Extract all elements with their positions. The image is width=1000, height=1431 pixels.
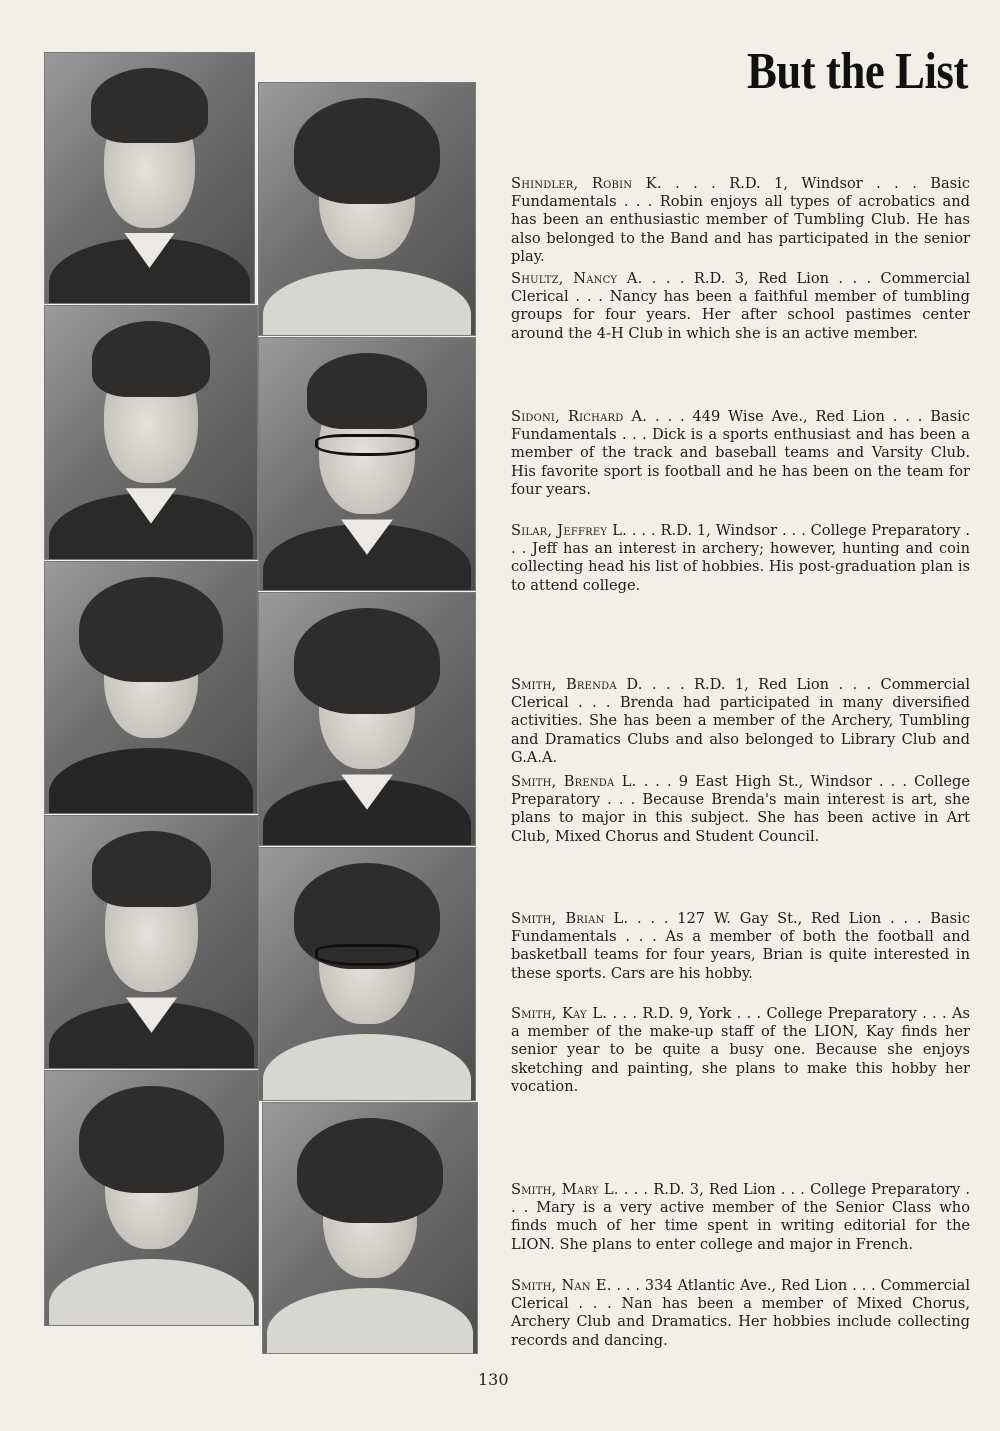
senior-name: Sidoni, Richard A. — [511, 408, 648, 425]
senior-name: Smith, Brenda L. — [511, 773, 637, 790]
senior-entry — [511, 175, 970, 266]
senior-entry — [511, 1181, 970, 1254]
senior-bio: . . . R.D. 3, Red Lion . . . Commercial Clerical . . . Nancy has been a faithful member of tumbling groups for four years. Her after school pastimes center around the 4-H Club in which she is an active member. — [511, 270, 970, 342]
page-number: 130 — [478, 1370, 509, 1389]
senior-bio: . . . 334 Atlantic Ave., Red Lion . . . Commercial Clerical . . . Nan has been a member of Mixed Chorus, Archery Club and Dramatics. Her hobbies include collecting records and dancing. — [511, 1277, 970, 1349]
senior-entry — [511, 773, 970, 846]
senior-entry — [511, 522, 970, 595]
senior-name: Smith, Brian L. — [511, 910, 629, 927]
portrait-photo — [44, 305, 258, 560]
senior-bio: . . . R.D. 3, Red Lion . . . College Preparatory . . . Mary is a very active member of the Senior Class who finds much of her time spent in writing editorial for the LION. She plans to enter college and major in French. — [511, 1181, 970, 1253]
portrait-photo — [258, 337, 476, 591]
senior-name: Smith, Kay L. — [511, 1005, 608, 1022]
portrait-photo — [262, 1102, 478, 1354]
portrait-photo — [44, 52, 255, 304]
senior-bio: . . . 9 East High St., Windsor . . . College Preparatory . . . Because Brenda's main interest is art, she plans to major in this subject. She has been active in Art Club, Mixed Chorus and Student Council. — [511, 773, 970, 845]
senior-entry — [511, 910, 970, 983]
senior-entry — [511, 1005, 970, 1096]
portrait-photo — [258, 847, 476, 1101]
senior-name: Shindler, Robin K. — [511, 175, 662, 192]
senior-entry — [511, 270, 970, 343]
senior-name: Smith, Brenda D. — [511, 676, 643, 693]
senior-bio: . . . R.D. 1, Windsor . . . Basic Fundamentals . . . Robin enjoys all types of acrobatics and has been an enthusiastic member of Tumbling Club. He has also belonged to the Band and has participated in the senior play. — [511, 175, 970, 265]
portrait-photo — [258, 82, 476, 336]
senior-name: Shultz, Nancy A. — [511, 270, 643, 287]
senior-bio: . . . R.D. 9, York . . . College Preparatory . . . As a member of the make-up staff of the LION, Kay finds her senior year to be quite a busy one. Because she enjoys sketching and painting, she plans to make this hobby her vocation. — [511, 1005, 970, 1095]
senior-entry — [511, 408, 970, 499]
senior-bio: . . . R.D. 1, Windsor . . . College Preparatory . . . Jeff has an interest in archery; however, hunting and coin collecting head his list of hobbies. His post-graduation plan is to attend college. — [511, 522, 970, 594]
senior-name: Smith, Nan E. — [511, 1277, 612, 1294]
senior-bio: . . . R.D. 1, Red Lion . . . Commercial Clerical . . . Brenda had participated in many diversified activities. She has been a member of the Archery, Tumbling and Dramatics Clubs and also belonged to Library Club and G.A.A. — [511, 676, 970, 766]
portrait-photo — [44, 561, 258, 814]
senior-name: Silar, Jeffrey L. — [511, 522, 627, 539]
portrait-photo — [44, 1070, 259, 1326]
senior-bio: . . . 127 W. Gay St., Red Lion . . . Basic Fundamentals . . . As a member of both the football and basketball teams for four years, Brian is quite interested in these sports. Cars are his hobby. — [511, 910, 970, 982]
senior-name: Smith, Mary L. — [511, 1181, 619, 1198]
senior-bio: . . . 449 Wise Ave., Red Lion . . . Basic Fundamentals . . . Dick is a sports enthusiast and has been a member of the track and baseball teams and Varsity Club. His favorite sport is football and he has been on the team for four years. — [511, 408, 971, 498]
senior-entry — [511, 1277, 970, 1350]
portrait-photo — [44, 815, 259, 1069]
senior-entry — [511, 676, 970, 767]
portrait-photo — [258, 592, 476, 846]
page-title: But the List — [747, 43, 968, 100]
